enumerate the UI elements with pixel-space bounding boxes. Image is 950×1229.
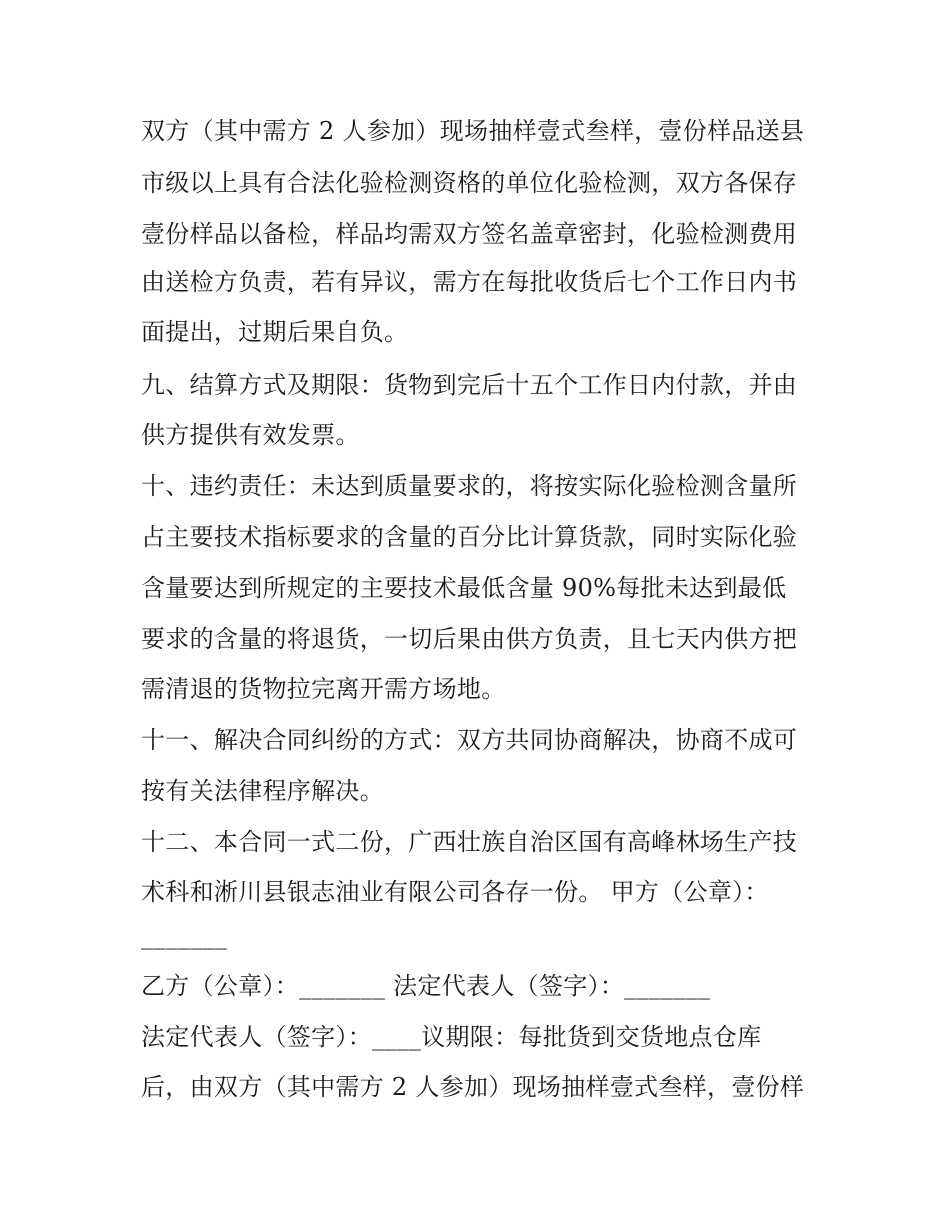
paragraph-line: 要求的含量的将退货，一切后果由供方负责，且七天内供方把 xyxy=(141,625,798,653)
section-nine-heading: 九、结算方式及期限：货物到完后十五个工作日内付款，并由 xyxy=(141,371,798,399)
paragraph-line: 后，由双方（其中需方 2 人参加）现场抽样壹式叁样，壹份样 xyxy=(141,1073,805,1101)
paragraph-line: 占主要技术指标要求的含量的百分比计算货款，同时实际化验 xyxy=(141,523,798,551)
paragraph-line: 市级以上具有合法化验检测资格的单位化验检测，双方各保存 xyxy=(141,169,798,197)
paragraph-line: 含量要达到所规定的主要技术最低含量 90%每批未达到最低 xyxy=(141,574,787,602)
section-twelve-heading: 十二、本合同一式二份，广西壮族自治区国有高峰林场生产技 xyxy=(141,828,798,856)
signature-line-party-b: 乙方（公章）：_______ 法定代表人（签字）：_______ xyxy=(141,972,711,1000)
paragraph-line: 双方（其中需方 2 人参加）现场抽样壹式叁样，壹份样品送县 xyxy=(141,117,805,145)
section-ten-heading: 十、违约责任：未达到质量要求的，将按实际化验检测含量所 xyxy=(141,472,798,500)
paragraph-line: 由送检方负责，若有异议，需方在每批收货后七个工作日内书 xyxy=(141,268,798,296)
signature-line-representative: 法定代表人（签字）：____议期限：每批货到交货地点仓库 xyxy=(141,1023,762,1051)
paragraph-line: 面提出，过期后果自负。 xyxy=(141,318,409,346)
paragraph-line: 按有关法律程序解决。 xyxy=(141,777,384,805)
signature-blank-party-a: _______ xyxy=(141,922,228,950)
paragraph-line: 需清退的货物拉完离开需方场地。 xyxy=(141,675,506,703)
paragraph-line: 供方提供有效发票。 xyxy=(141,421,360,449)
paragraph-line: 壹份样品以备检，样品均需双方签名盖章密封，化验检测费用 xyxy=(141,220,798,248)
section-eleven-heading: 十一、解决合同纠纷的方式：双方共同协商解决，协商不成可 xyxy=(141,726,798,754)
paragraph-line: 术科和淅川县银志油业有限公司各存一份。 甲方（公章）： xyxy=(141,878,769,906)
